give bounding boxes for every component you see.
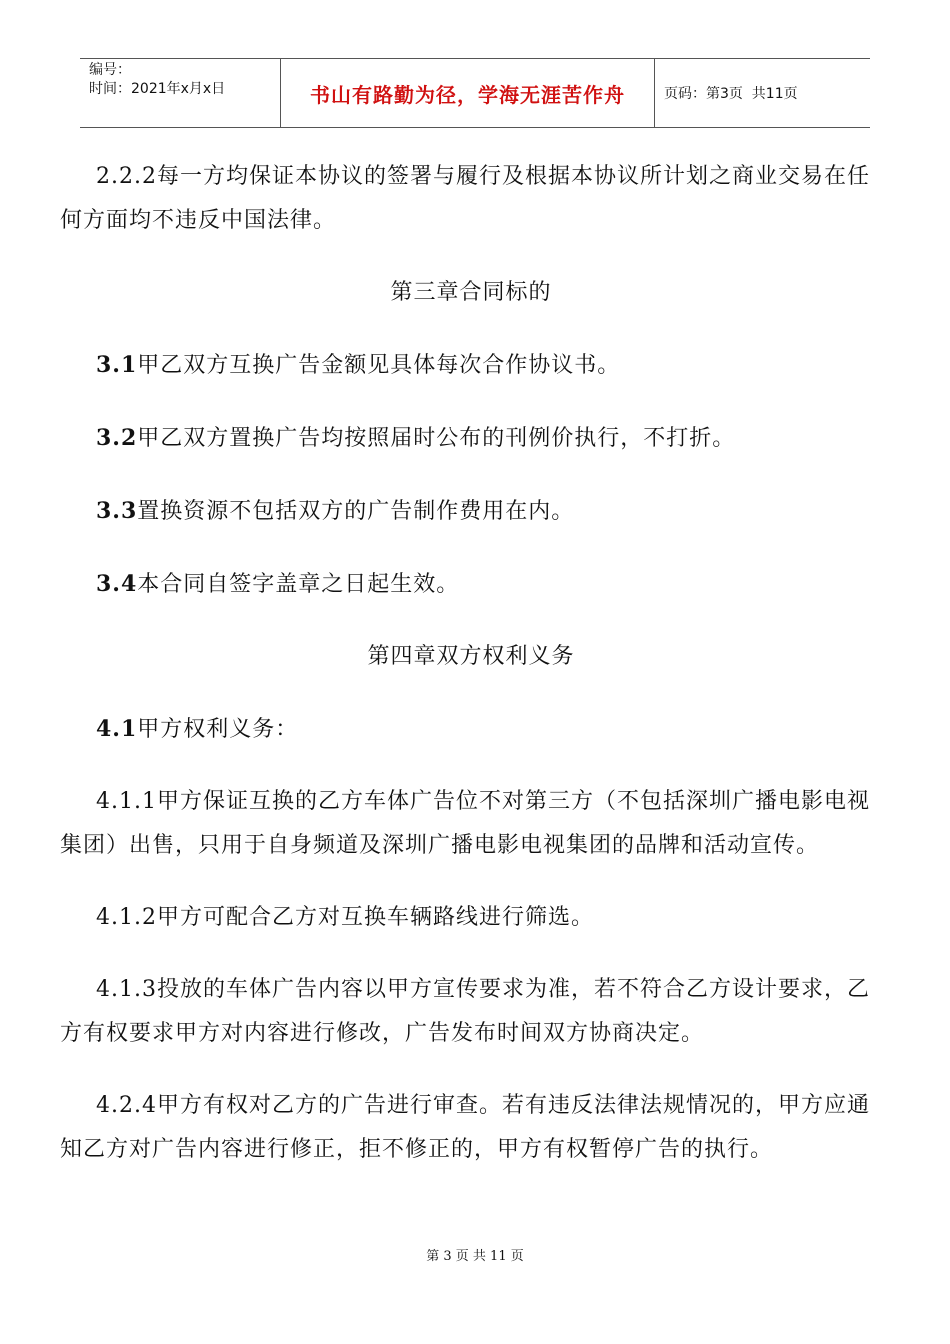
header-motto: 书山有路勤为径，学海无涯苦作舟: [281, 59, 655, 127]
clause-4-1: [60, 707, 882, 752]
clause-4-2-4: 4.2.4甲方有权对乙方的广告进行审查。若有违反法律法规情况的，甲方应通知乙方对广告内容进行修正，拒不修正的，甲方有权暂停广告的执行。: [60, 1093, 870, 1162]
clause-3-4: [60, 562, 882, 607]
chapter-4-heading: 第四章双方权利义务: [367, 644, 575, 669]
clause-3-3: [60, 489, 882, 534]
header-page-info: [655, 59, 870, 127]
clause-number: 3.4: [96, 571, 138, 597]
clause-number: 4.1: [96, 716, 138, 742]
page-info-text: 页码：第3页 共11页: [664, 86, 798, 102]
clause-2-2-2: 2.2.2每一方均保证本协议的签署与履行及根据本协议所计划之商业交易在任何方面均不违反中国法律。: [60, 164, 870, 233]
page-footer-text: 第 3 页 共 11 页: [426, 1249, 524, 1264]
clause-3-1: [60, 343, 882, 388]
clause-text: 置换资源不包括双方的广告制作费用在内。: [137, 499, 575, 524]
clause-text: 甲乙双方置换广告均按照届时公布的刊例价执行，不打折。: [137, 426, 736, 451]
document-date: 时间：2021年x月x日: [89, 81, 226, 97]
clause-text: 甲乙双方互换广告金额见具体每次合作协议书。: [137, 353, 621, 378]
clause-4-1-2: 4.1.2甲方可配合乙方对互换车辆路线进行筛选。: [96, 905, 594, 930]
chapter-3-heading: 第三章合同标的: [390, 280, 552, 305]
page-footer: [0, 1245, 950, 1264]
header-meta: [80, 59, 281, 127]
document-body: [60, 155, 882, 1200]
clause-number: 3.2: [96, 425, 138, 451]
clause-number: 3.3: [96, 498, 138, 524]
document-number-label: 编号：: [89, 62, 131, 78]
clause-4-1-3: 4.1.3投放的车体广告内容以甲方宣传要求为准，若不符合乙方设计要求，乙方有权要求甲方对内容进行修改，广告发布时间双方协商决定。: [60, 977, 870, 1046]
clause-3-2: [60, 416, 882, 461]
page-header: [80, 58, 870, 128]
clause-text: 本合同自签字盖章之日起生效。: [137, 572, 460, 597]
clause-number: 3.1: [96, 352, 138, 378]
clause-text: 甲方权利义务：: [137, 717, 299, 742]
clause-4-1-1: 4.1.1甲方保证互换的乙方车体广告位不对第三方（不包括深圳广播电影电视集团）出售，只用于自身频道及深圳广播电影电视集团的品牌和活动宣传。: [60, 789, 870, 858]
